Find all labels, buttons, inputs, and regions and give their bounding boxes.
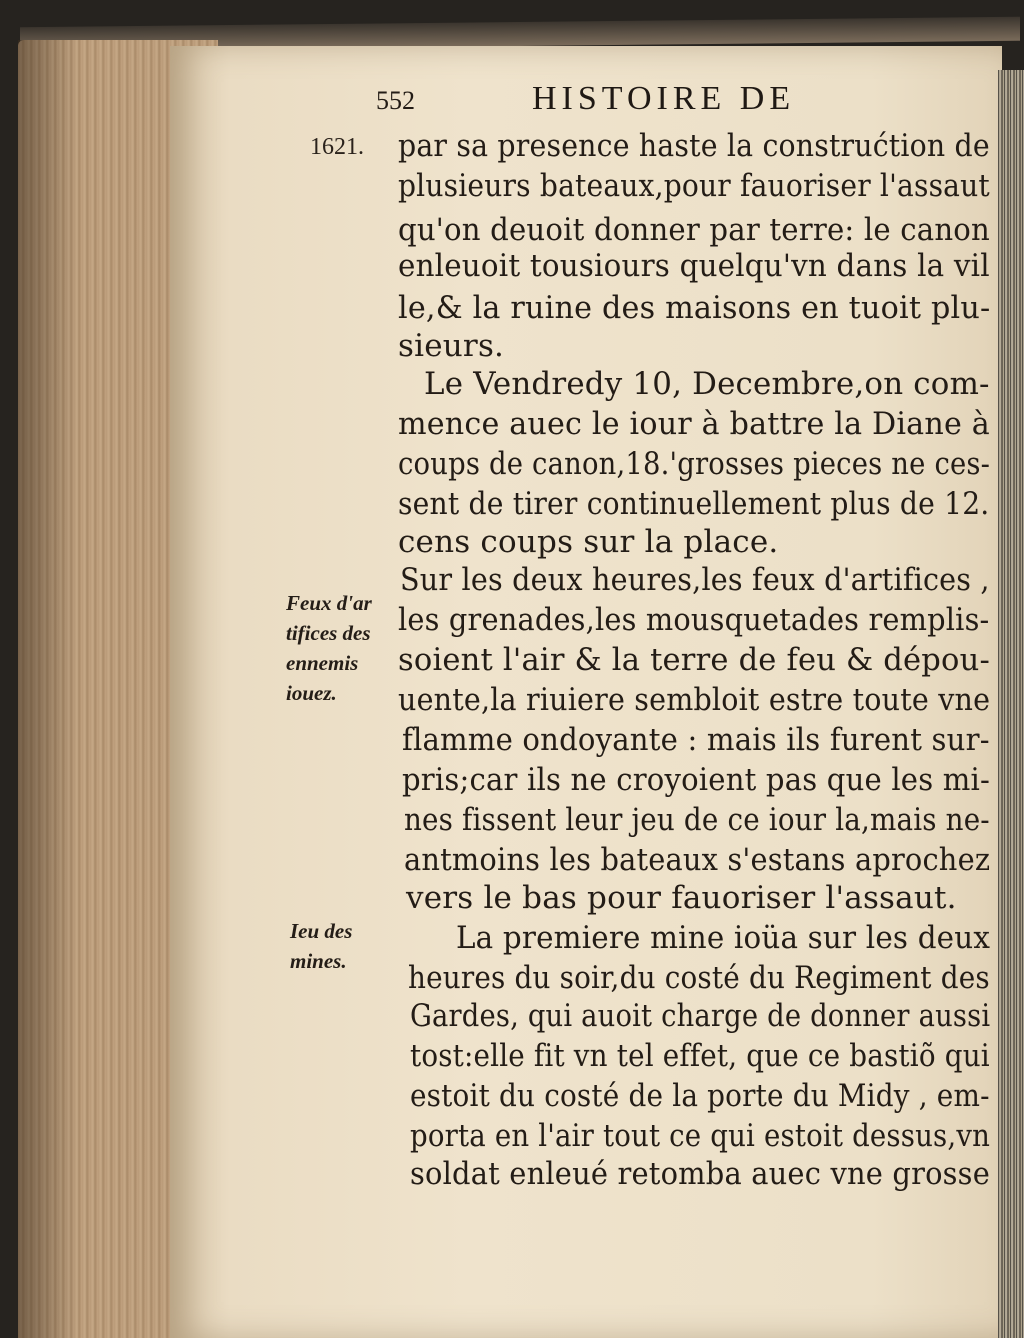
text-line: soient l'air & la terre de feu & dépou- (398, 642, 991, 678)
margin-note-fireworks: Feux d'ar tifices des ennemis iouez. (286, 591, 372, 705)
text-line: antmoins les bateaux s'estans aprochez (404, 842, 991, 878)
text-line: flamme ondoyante : mais ils furent sur- (402, 722, 990, 758)
text-line: mence auec le iour à battre la Diane à (398, 406, 990, 442)
margin-year: 1621. (310, 134, 364, 160)
text-line: pris;car ils ne croyoient pas que les mi- (402, 762, 991, 798)
text-line: par sa presence haste la construćtion de (398, 128, 990, 164)
text-line: tost:elle fit vn tel effet, que ce bastiõ qui (410, 1038, 990, 1074)
text-line: porta en l'air tout ce qui estoit dessus,vn (410, 1118, 991, 1154)
text-line: le,& la ruine des maisons en tuoit plu- (398, 290, 991, 326)
text-line: sent de tirer continuellement plus de 12. (398, 486, 990, 522)
text-line: Gardes, qui auoit charge de donner aussi (410, 998, 991, 1034)
text-line: vers le bas pour fauoriser l'assaut. (406, 880, 957, 916)
text-line: La premiere mine ioüa sur les deux (456, 920, 991, 956)
text-line: les grenades,les mousquetades remplis- (398, 602, 990, 638)
text-line: enleuoit tousiours quelqu'vn dans la vil (398, 248, 990, 284)
text-line: Le Vendredy 10, Decembre,on com- (424, 366, 990, 402)
text-line: soldat enleué retomba auec vne grosse (410, 1156, 990, 1192)
text-line: Sur les deux heures,les feux d'artifices , (400, 562, 990, 598)
text-line: plusieurs bateaux,pour fauoriser l'assaut (398, 168, 990, 204)
text-line: nes fissent leur jeu de ce iour la,mais ne- (404, 802, 990, 838)
text-line: uente,la riuiere sembloit estre toute vne (398, 682, 991, 718)
text-line: sieurs. (398, 328, 505, 364)
text-line: coups de canon,18.'grosses pieces ne ces- (398, 446, 991, 482)
page-number: 552 (376, 86, 415, 115)
text-line: heures du soir,du costé du Regiment des (408, 960, 990, 996)
running-title: HISTOIRE DE (532, 80, 796, 117)
text-line: qu'on deuoit donner par terre: le canon (398, 212, 990, 248)
text-line: cens coups sur la place. (398, 524, 779, 560)
text-line: estoit du costé de la porte du Midy , em- (410, 1078, 990, 1114)
margin-note-mines: Ieu des mines. (290, 919, 353, 973)
